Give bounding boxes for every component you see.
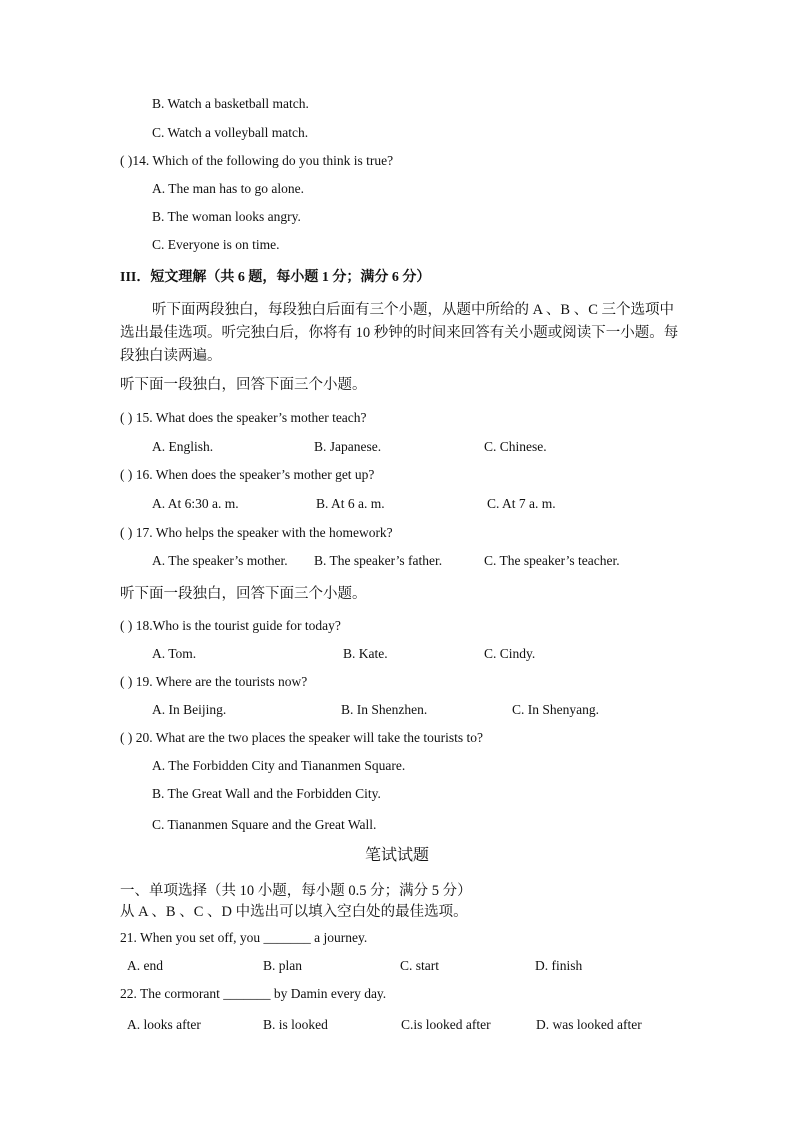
q22-option-a: A. looks after (127, 1017, 201, 1032)
q16-option-a: A. At 6:30 a. m. (152, 496, 239, 511)
q13-option-b: B. Watch a basketball match. (152, 96, 309, 111)
q21-option-c: C. start (400, 958, 439, 973)
q21-option-d: D. finish (535, 958, 583, 973)
section-1-heading: 一、单项选择（共 10 小题，每小题 0.5 分；满分 5 分） (120, 883, 472, 899)
section-3-heading: III．短文理解（共 6 题，每小题 1 分；满分 6 分） (120, 270, 431, 285)
q19-option-c: C. In Shenyang. (512, 702, 599, 717)
question-18: ( ) 18.Who is the tourist guide for today? (120, 618, 341, 633)
q19-option-a: A. In Beijing. (152, 702, 227, 717)
q19-option-b: B. In Shenzhen. (341, 702, 428, 717)
q17-option-b: B. The speaker’s father. (314, 553, 443, 568)
question-19: ( ) 19. Where are the tourists now? (120, 674, 308, 689)
q22-option-d: D. was looked after (536, 1017, 642, 1032)
section-3-instructions: 听下面两段独白，每段独白后面有三个小题，从题中所给的 A 、B 、C 三个选项中选出最佳选项。听完独白后，你将有 10 秒钟的时间来回答有关小题或阅读下一小题。每段独白读两遍。 (120, 302, 679, 364)
question-15: ( ) 15. What does the speaker’s mother teach? (120, 410, 367, 425)
question-17: ( ) 17. Who helps the speaker with the homework? (120, 525, 393, 540)
q15-option-b: B. Japanese. (314, 439, 382, 454)
q14-option-a: A. The man has to go alone. (152, 181, 304, 196)
section-1-instructions: 从 A 、B 、C 、D 中选出可以填入空白处的最佳选项。 (120, 904, 468, 920)
q20-option-b: B. The Great Wall and the Forbidden City. (152, 786, 381, 801)
monologue-2-intro: 听下面一段独白，回答下面三个小题。 (120, 586, 367, 602)
question-14: ( )14. Which of the following do you think is true? (120, 153, 394, 168)
q22-option-b: B. is looked (263, 1017, 328, 1032)
q14-option-b: B. The woman looks angry. (152, 209, 301, 224)
q21-option-b: B. plan (263, 958, 302, 973)
q13-option-c: C. Watch a volleyball match. (152, 125, 309, 140)
question-20: ( ) 20. What are the two places the speaker will take the tourists to? (120, 730, 484, 745)
monologue-1-intro: 听下面一段独白，回答下面三个小题。 (120, 377, 367, 393)
q22-option-c: C.is looked after (401, 1017, 491, 1032)
q16-option-b: B. At 6 a. m. (316, 496, 385, 511)
q17-option-a: A. The speaker’s mother. (152, 553, 288, 568)
q18-option-c: C. Cindy. (484, 646, 536, 661)
q17-option-c: C. The speaker’s teacher. (484, 553, 620, 568)
q20-option-a: A. The Forbidden City and Tiananmen Square. (152, 758, 406, 773)
q21-option-a: A. end (127, 958, 163, 973)
q18-option-a: A. Tom. (152, 646, 197, 661)
question-22: 22. The cormorant _______ by Damin every day. (120, 986, 387, 1001)
question-21: 21. When you set off, you _______ a journey. (120, 930, 368, 945)
q18-option-b: B. Kate. (343, 646, 388, 661)
q15-option-c: C. Chinese. (484, 439, 547, 454)
q20-option-c: C. Tiananmen Square and the Great Wall. (152, 817, 377, 832)
q15-option-a: A. English. (152, 439, 214, 454)
q16-option-c: C. At 7 a. m. (487, 496, 556, 511)
question-16: ( ) 16. When does the speaker’s mother get up? (120, 467, 375, 482)
written-test-title: 笔试试题 (364, 847, 429, 864)
q14-option-c: C. Everyone is on time. (152, 237, 280, 252)
